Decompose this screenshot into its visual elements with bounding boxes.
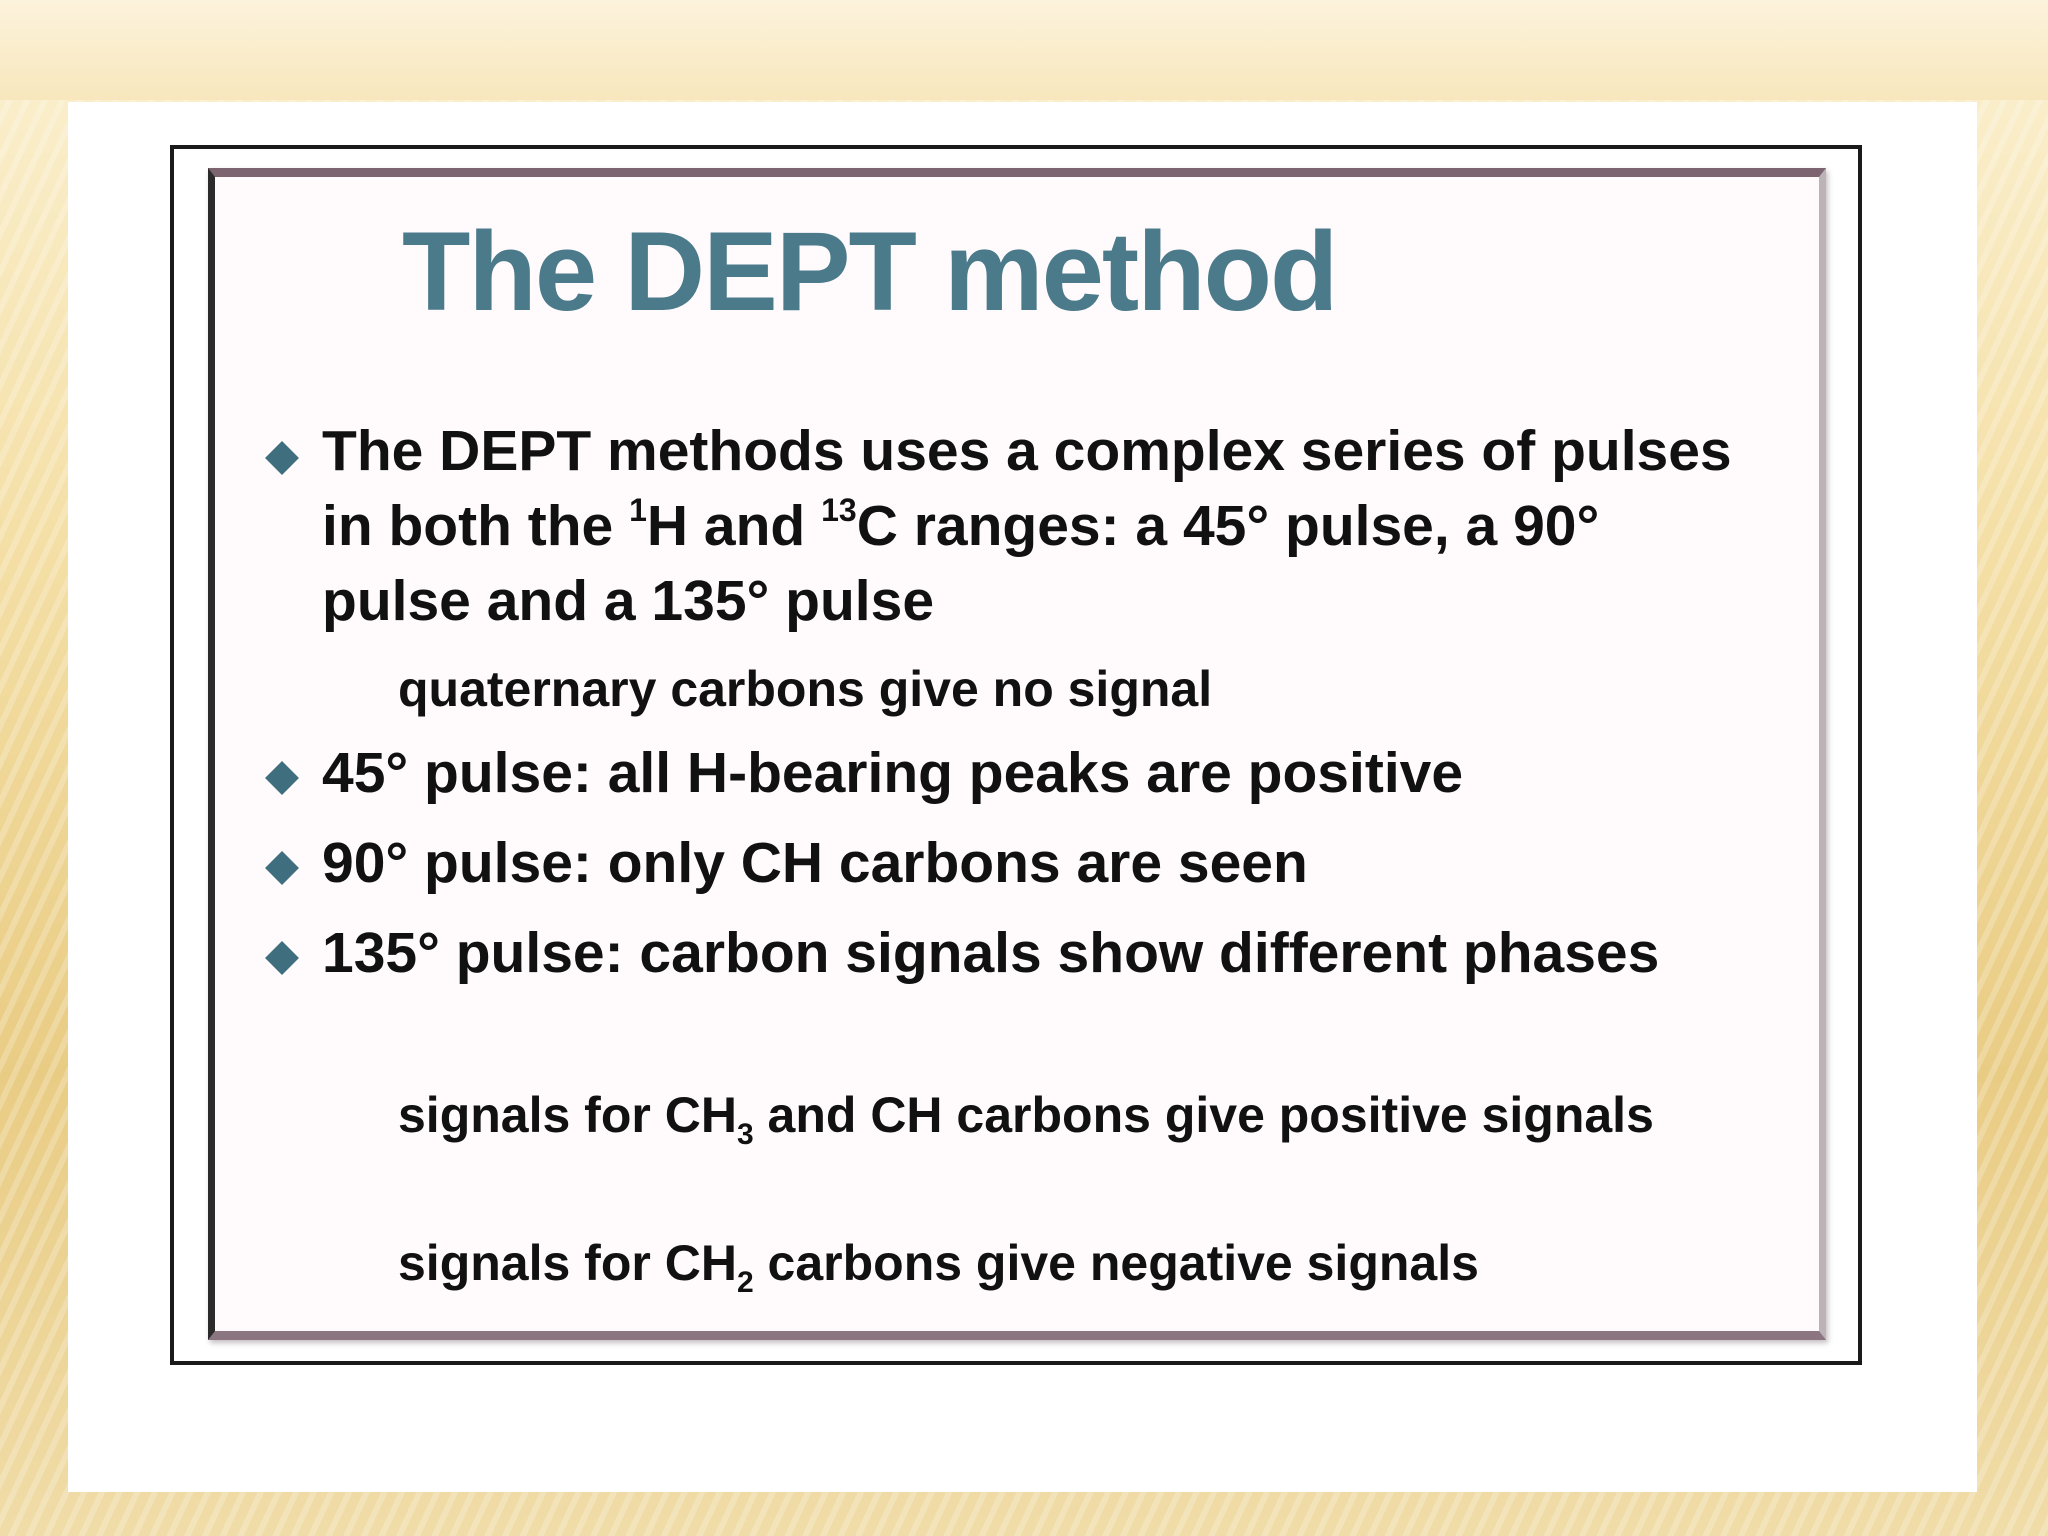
bullet-item-90-pulse: 90° pulse: only CH carbons are seen: [322, 831, 1308, 895]
bullet-item-135-pulse: 135° pulse: carbon signals show different phases: [322, 921, 1660, 985]
subscript: 2: [736, 1266, 754, 1299]
bullet-item-45-pulse: 45° pulse: all H-bearing peaks are positive: [322, 741, 1464, 805]
bullet-item-dept-overview: [322, 414, 1762, 639]
bullet-text: H and: [646, 494, 822, 558]
sub-text: and CH carbons give positive signals: [753, 1087, 1654, 1143]
sub-item-quaternary: quaternary carbons give no signal: [398, 661, 1213, 717]
sub-text: carbons give negative signals: [753, 1235, 1479, 1291]
superscript: 13: [821, 492, 857, 528]
slide-top-band: [0, 0, 2048, 100]
sub-item-ch2-negative: [398, 1230, 1479, 1299]
bullet-text: The DEPT methods uses a complex series of pulses in both the: [322, 419, 1732, 558]
slide-title: The DEPT method: [402, 209, 1337, 334]
subscript: 3: [736, 1118, 754, 1151]
sub-item-ch3-positive: [398, 1082, 1658, 1151]
bullet-text: C ranges: a 45° pulse, a 90° pulse and a 135° pulse: [322, 494, 1600, 633]
sub-text: signals for CH: [398, 1087, 737, 1143]
sub-text: signals for CH: [398, 1235, 737, 1291]
superscript: 1: [629, 492, 647, 528]
